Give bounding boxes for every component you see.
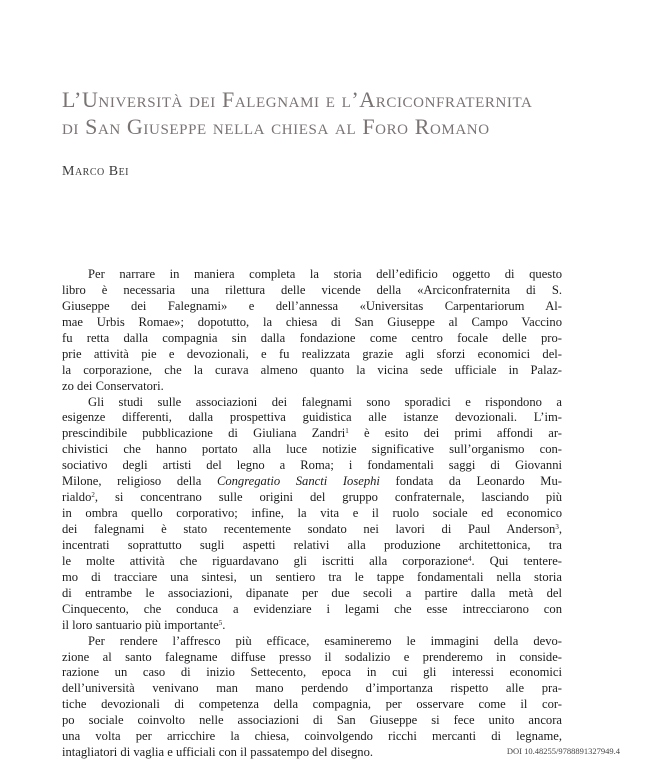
text-line: Per rendere l’affresco più efficace, esamineremo le immagini della devo- (88, 633, 562, 648)
text-line: sociativo degli artisti del legno a Roma; i fondamentali saggi di Giovanni (62, 458, 562, 473)
text-line: incentrati soprattutto sugli aspetti relativi alla produzione architettonica, tra (62, 537, 562, 552)
text-line: Giuseppe dei Falegnami» e dell’annessa «Universitas Carpentariorum Al- (62, 298, 562, 313)
text-line: rialdo$^2$, si concentrano sulle origini del gruppo confraternale, lasciando più (62, 490, 562, 505)
text-line: di entrambe le associazioni, dipanate per due secoli a partire dalla metà del (62, 585, 562, 600)
text-line: Cinquecento, che conduca a evidenziare i legami che esse intrecciarono con (62, 601, 562, 616)
text-line: intagliatori di vaglia e ufficiali con il passatempo del disegno. (62, 745, 374, 760)
text-line: la corporazione, che la curava almeno quanto la vicina sede ufficiale in Palaz- (62, 362, 562, 377)
chapter-title-line-2: di San Giuseppe nella chiesa al Foro Romano (62, 114, 490, 139)
footnote-ref[interactable]: 5 (218, 618, 223, 627)
footnote-ref[interactable]: 4 (468, 554, 472, 563)
text-line: le molte attività che riguardavano gli iscritti alla corporazione$^4$. Qui tentere- (62, 553, 562, 568)
text-line: fu retta dalla compagnia sin dalla fondazione come centro focale delle pro- (62, 330, 562, 345)
chapter-title (62, 86, 622, 140)
text-line: in ombra quello corporativo; infine, la vita e il ruolo sociale ed economico (62, 506, 562, 521)
text-line: mae Urbis Romae»; dopotutto, la chiesa di San Giuseppe al Campo Vaccino (62, 314, 562, 329)
text-line: po sociale coinvolto nelle associazioni di San Giuseppe si fece unito ancora (62, 713, 562, 728)
text-line: chivistici che hanno portato alla luce notizie significative sull’organismo con- (62, 442, 562, 457)
text-line: zo dei Conservatori. (62, 378, 164, 393)
doi-label: DOI 10.48255/9788891327949.4 (506, 746, 620, 756)
text-line: libro è necessaria una rilettura delle vicende della «Arciconfraternita di S. (62, 282, 562, 297)
text-line: il loro santuario più importante$^5$. (62, 617, 226, 632)
text-line: prie attività pie e devozionali, e fu realizzata grazie agli sforzi economici del- (62, 346, 562, 361)
author-name: Marco Bei (62, 164, 130, 179)
chapter-title-line-1: L’Università dei Falegnami e l’Arciconfraternita (62, 87, 533, 112)
text-line: Milone, religioso della Congregatio Sancti Iosephi fondata da Leonardo Mu- (62, 474, 562, 489)
text-line: dei falegnami è stato recentemente sondato nei lavori di Paul Anderson$^3$, (62, 522, 562, 536)
text-line: razione un caso di inizio Settecento, epoca in cui gli interessi economici (62, 665, 562, 680)
text-line: zione al santo falegname diffuse presso il sodalizio e prenderemo in conside- (62, 649, 562, 664)
text-line: dell’università venivano man mano perdendo d’importanza rispetto alle pra- (62, 681, 562, 696)
footnote-ref[interactable]: 1 (345, 427, 349, 436)
text-line: prescindibile pubblicazione di Giuliana Zandri$^1$ è esito dei primi affondi ar- (62, 426, 562, 441)
footnote-ref[interactable]: 2 (91, 491, 95, 500)
text-line: Gli studi sulle associazioni dei falegnami sono sporadici e rispondono a (88, 394, 562, 409)
text-line: mo di tracciare una sintesi, un sentiero tra le tappe fondamentali nella storia (62, 569, 562, 584)
footnote-ref[interactable]: 3 (555, 523, 559, 531)
text-line: esigenze differenti, dalla prospettiva guidistica alle istanze devozionali. L’im- (62, 410, 562, 425)
text-line: Per narrare in maniera completa la storia dell’edificio oggetto di questo (88, 267, 562, 281)
text-line: una volta per arricchire la chiesa, coinvolgendo ricchi mercanti di legname, (62, 729, 562, 744)
text-line: tiche devozionali di competenza della compagnia, per osservare come il cor- (62, 697, 562, 712)
body-text (62, 267, 562, 761)
